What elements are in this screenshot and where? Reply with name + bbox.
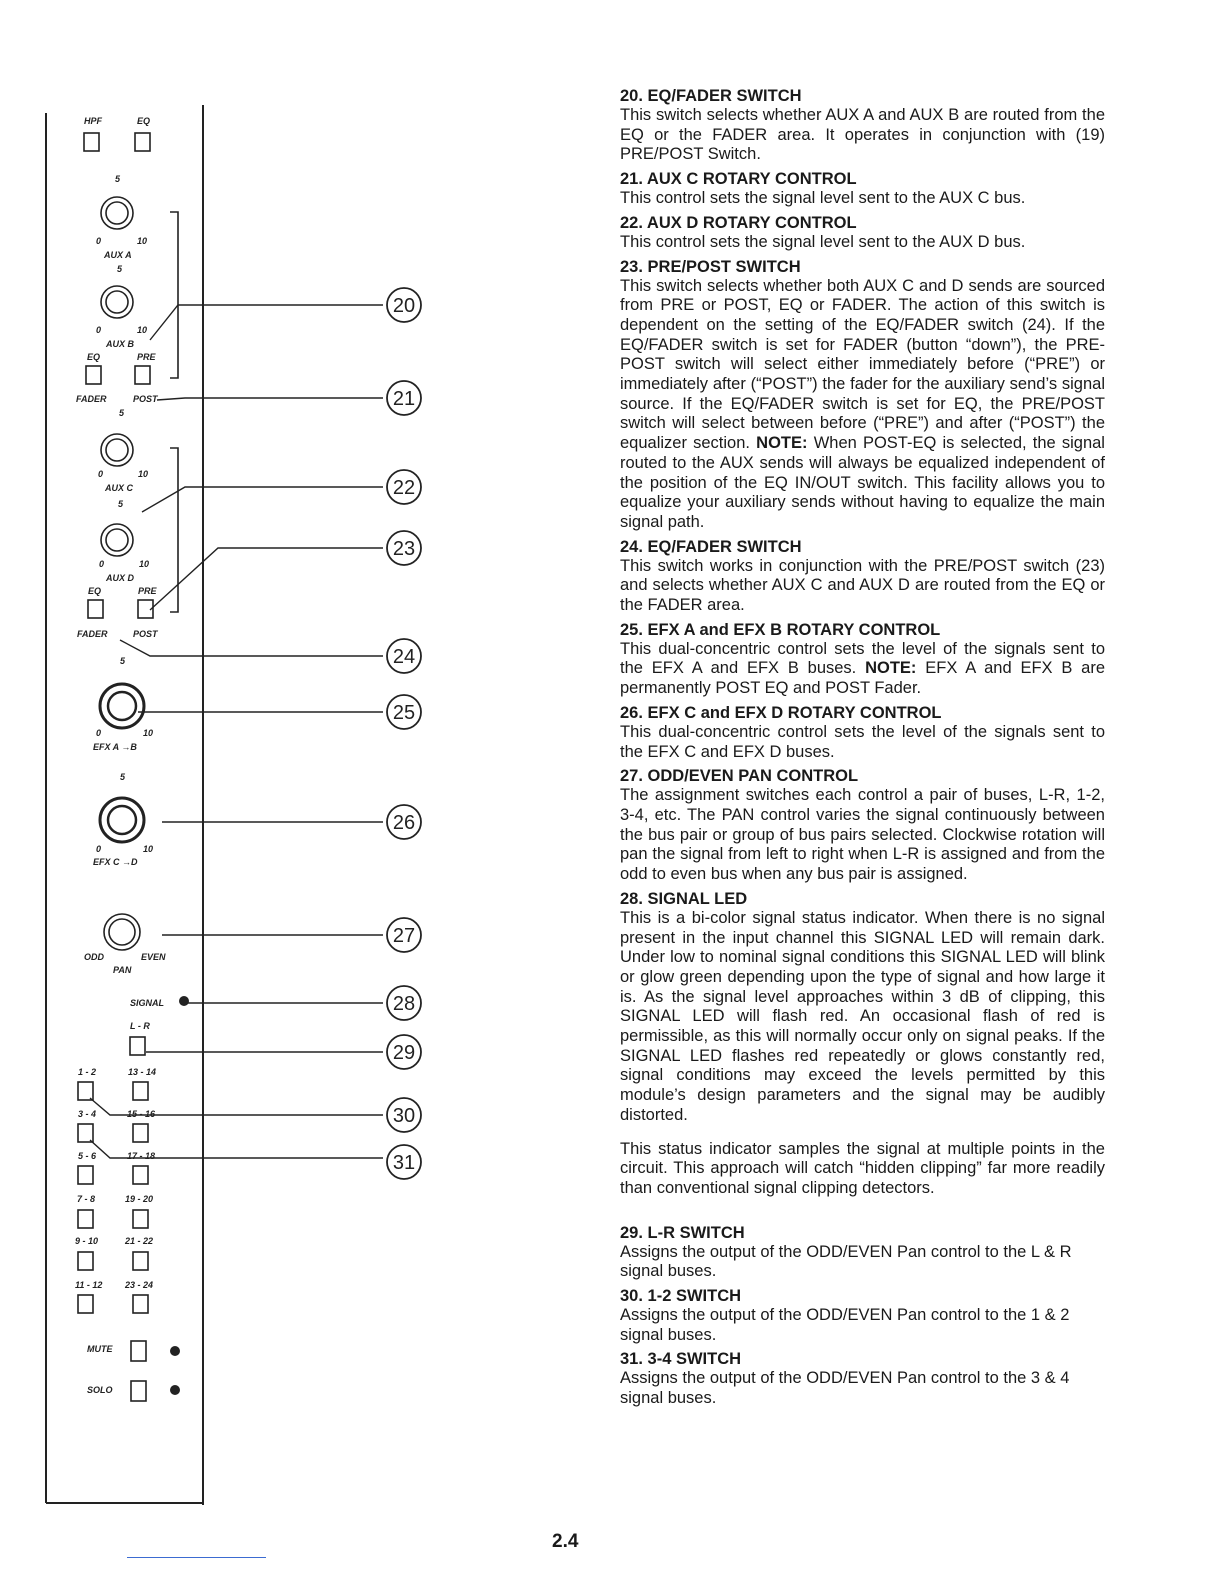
- section-body: Assigns the output of the ODD/EVEN Pan control to the 1 & 2 signal buses.: [620, 1306, 1070, 1344]
- section-title: 28. SIGNAL LED: [620, 889, 748, 908]
- efx-ab-5: 5: [120, 656, 126, 666]
- bus-15-16-switch: [133, 1124, 148, 1142]
- note-text: When POST-EQ is selected, the signal routed to the AUX sends will always be equalized independent of the position of the EQ IN/OUT switch. This facility allows you to equalize your auxiliary sends without having to equalize the main signal path.: [620, 434, 1105, 531]
- aux-d-0: 0: [99, 559, 105, 569]
- bus-11-12-switch: [78, 1295, 93, 1313]
- callout-24: 24: [392, 646, 416, 668]
- callout-21: 21: [392, 388, 416, 410]
- section-text: This switch selects whether both AUX C and D sends are sourced from PRE or POST, EQ or FADER. The action of this switch is dependent on the setting of the EQ/FADER switch (24). If the EQ/FADER switch is set for FADER (button “down”), the PRE-POST switch will select either immediately before (“PRE”) or immediately after (“POST”) the fader for the auxiliary send’s signal source. If the EQ/FADER switch is set for EQ, the PRE/POST switch will select between before (“PRE”) and after (“POST”) the equalizer section.: [620, 276, 1105, 453]
- eq-button: [135, 133, 150, 151]
- section-body: This control sets the signal level sent to the AUX D bus.: [620, 232, 1026, 251]
- bus-1-2-switch: [78, 1082, 93, 1100]
- bus-13-14-label: 13 - 14: [128, 1067, 157, 1077]
- hpf-label: HPF: [84, 116, 102, 126]
- solo-switch: [131, 1381, 146, 1401]
- section-23: [620, 257, 1105, 533]
- section-title: 20. EQ/FADER SWITCH: [620, 87, 802, 105]
- odd-label: ODD: [84, 952, 104, 962]
- section-body: This switch works in conjunction with the PRE/POST switch (23) and selects whether AUX C and AUX D are routed from the EQ or the FADER area.: [620, 556, 1105, 615]
- bus-13-14-switch: [133, 1082, 148, 1100]
- section-body: This is a bi-color signal status indicator. When there is no signal present in the input channel this SIGNAL LED will remain dark. Under low to nominal signal conditions this SIGNAL LED will blink or glow green depending upon the type of signal and how large it is. As the signal level approaches within 3 dB of clipping, this SIGNAL LED will flash red. An occasional flash of red is permissible, as this will normally occur only on signal peaks. If the SIGNAL LED flashes red repeatedly or glows constantly red, signal conditions may exceed the levels permitted by this module’s design parameters and the signal may be audibly distorted.: [620, 908, 1105, 1124]
- leader-23: [150, 548, 383, 610]
- section-24: [620, 537, 1105, 616]
- aux-d-10: 10: [139, 559, 150, 569]
- section-26: [620, 703, 1105, 762]
- section-title: 22. AUX D ROTARY CONTROL: [620, 213, 857, 232]
- aux-c-0: 0: [98, 469, 104, 479]
- section-29: [620, 1223, 1105, 1282]
- bus-15-16-label: 15 - 16: [127, 1109, 156, 1119]
- callout-23: 23: [392, 538, 416, 560]
- aux-d-label: AUX D: [106, 573, 135, 583]
- efx-cd-0: 0: [96, 844, 102, 854]
- solo-led: [170, 1385, 180, 1395]
- bus-1-2-label: 1 - 2: [78, 1067, 97, 1077]
- bottom-rule: [127, 1557, 266, 1558]
- section-31: [620, 1349, 1105, 1408]
- callout-30: 30: [392, 1105, 416, 1127]
- section-title: 27. ODD/EVEN PAN CONTROL: [620, 767, 859, 786]
- bus-3-4-switch: [78, 1124, 93, 1142]
- hpf-button: [84, 133, 99, 151]
- even-label: EVEN: [141, 952, 166, 962]
- section-body: Assigns the output of the ODD/EVEN Pan control to the L & R signal buses.: [620, 1242, 1072, 1281]
- bus-9-10-switch: [78, 1252, 93, 1270]
- aux-b-label: AUX B: [106, 339, 135, 349]
- description-column: [620, 86, 1105, 1413]
- bus-5-6-label: 5 - 6: [78, 1151, 97, 1161]
- efx-ab-knob: [100, 684, 144, 728]
- efx-cd-label: EFX C →D: [93, 857, 138, 867]
- bus-17-18-label: 17 - 18: [127, 1151, 156, 1161]
- section-body: [620, 640, 1105, 699]
- bus-9-10-label: 9 - 10: [75, 1236, 99, 1246]
- aux-d-5: 5: [118, 499, 124, 509]
- fader-ab-label: FADER: [76, 394, 107, 404]
- post-cd-label: POST: [133, 629, 158, 639]
- bus-17-18-switch: [133, 1166, 148, 1184]
- leader-20: [150, 305, 383, 340]
- efx-ab-label: EFX A →B: [93, 742, 137, 752]
- section-title: 23. PRE/POST SWITCH: [620, 257, 801, 276]
- bus-7-8-switch: [78, 1210, 93, 1228]
- eq-fader-cd-label: EQ: [88, 586, 102, 596]
- section-body: This switch selects whether AUX A and AUX B are routed from the EQ or the FADER area. It operates in conjunction with (19) PRE/POST Switch.: [620, 106, 1105, 164]
- efx-cd-10: 10: [143, 844, 154, 854]
- leader-24: [120, 640, 383, 656]
- pan-label: PAN: [113, 965, 132, 975]
- aux-b-0: 0: [96, 325, 102, 335]
- aux-c-10: 10: [138, 469, 149, 479]
- status-paragraph: This status indicator samples the signal at multiple points in the circuit. This approach will catch “hidden clipping” far more readily than conventional signal clipping detectors.: [620, 1139, 1105, 1197]
- eq-fader-switch-cd: [88, 600, 103, 618]
- pre-cd-label: PRE: [138, 586, 157, 596]
- efx-ab-0: 0: [96, 728, 102, 738]
- callout-20: 20: [392, 295, 416, 317]
- lr-label: L - R: [130, 1021, 150, 1031]
- callout-22: 22: [392, 477, 416, 499]
- eq-fader-ab-label: EQ: [87, 352, 101, 362]
- callout-26: 26: [392, 812, 416, 834]
- eq-fader-switch-ab: [86, 366, 101, 384]
- callout-27: 27: [392, 925, 416, 947]
- note-text: EFX A and EFX B are permanently POST EQ and POST Fader.: [620, 659, 1105, 698]
- aux-b-5: 5: [117, 264, 123, 274]
- solo-label: SOLO: [87, 1385, 113, 1395]
- section-body: [620, 277, 1105, 533]
- page-number: 2.4: [552, 1531, 579, 1552]
- section-21: [620, 169, 1105, 209]
- aux-c-5: 5: [119, 408, 125, 418]
- section-text: This dual-concentric control sets the level of the signals sent to the EFX A and EFX B buses.: [620, 639, 1105, 678]
- efx-cd-knob: [100, 798, 144, 842]
- bus-21-22-switch: [133, 1252, 148, 1270]
- bus-11-12-label: 11 - 12: [75, 1280, 103, 1290]
- section-28: [620, 889, 1105, 1126]
- aux-a-label: AUX A: [104, 250, 132, 260]
- signal-label: SIGNAL: [130, 998, 165, 1008]
- section-title: 30. 1-2 SWITCH: [620, 1287, 742, 1306]
- mute-led: [170, 1346, 180, 1356]
- section-30: [620, 1286, 1105, 1345]
- callout-31: 31: [392, 1152, 416, 1174]
- note-label: NOTE:: [865, 659, 917, 678]
- aux-c-label: AUX C: [105, 483, 134, 493]
- section-25: [620, 620, 1105, 699]
- bus-23-24-switch: [133, 1295, 148, 1313]
- section-22: [620, 213, 1105, 253]
- section-body: Assigns the output of the ODD/EVEN Pan control to the 3 & 4 signal buses.: [620, 1369, 1070, 1408]
- lr-switch: [130, 1037, 145, 1055]
- eq-label: EQ: [137, 116, 151, 126]
- fader-cd-label: FADER: [77, 629, 108, 639]
- mute-switch: [131, 1341, 146, 1361]
- aux-a-0: 0: [96, 236, 102, 246]
- aux-a-5: 5: [115, 174, 121, 184]
- bus-7-8-label: 7 - 8: [77, 1194, 96, 1204]
- pre-post-switch-ab: [135, 366, 150, 384]
- leader-21: [157, 398, 383, 400]
- bus-5-6-switch: [78, 1166, 93, 1184]
- bus-21-22-label: 21 - 22: [125, 1236, 154, 1246]
- channel-strip-diagram: [0, 0, 600, 1584]
- pre-ab-label: PRE: [137, 352, 156, 362]
- bus-23-24-label: 23 - 24: [125, 1280, 154, 1290]
- efx-ab-10: 10: [143, 728, 154, 738]
- section-title: 31. 3-4 SWITCH: [620, 1350, 742, 1369]
- section-title: 26. EFX C and EFX D ROTARY CONTROL: [620, 703, 942, 722]
- callout-29: 29: [392, 1042, 416, 1064]
- section-body: This dual-concentric control sets the level of the signals sent to the EFX C and EFX D buses.: [620, 722, 1105, 761]
- section-title: 29. L-R SWITCH: [620, 1223, 745, 1242]
- section-27: [620, 766, 1105, 885]
- signal-led: [179, 996, 189, 1006]
- callout-28: 28: [392, 993, 416, 1015]
- bus-3-4-label: 3 - 4: [78, 1109, 97, 1119]
- section-body: The assignment switches each control a pair of buses, L-R, 1-2, 3-4, etc. The PAN control varies the signal continuously between the bus pair or group of bus pairs selected. Clockwise rotation will pan the signal from left to right when L-R is assigned and from the odd to even bus when any bus pair is assigned.: [620, 786, 1105, 884]
- bus-19-20-label: 19 - 20: [125, 1194, 154, 1204]
- section-20: [620, 86, 1105, 165]
- bus-19-20-switch: [133, 1210, 148, 1228]
- callout-25: 25: [392, 702, 416, 724]
- note-label: NOTE:: [756, 434, 808, 453]
- post-ab-label: POST: [133, 394, 158, 404]
- section-title: 24. EQ/FADER SWITCH: [620, 537, 802, 556]
- section-title: 25. EFX A and EFX B ROTARY CONTROL: [620, 620, 941, 639]
- mute-label: MUTE: [87, 1344, 113, 1354]
- aux-a-10: 10: [137, 236, 148, 246]
- section-body: This control sets the signal level sent to the AUX C bus.: [620, 189, 1026, 208]
- efx-cd-5: 5: [120, 772, 126, 782]
- section-title: 21. AUX C ROTARY CONTROL: [620, 170, 857, 189]
- aux-b-10: 10: [137, 325, 148, 335]
